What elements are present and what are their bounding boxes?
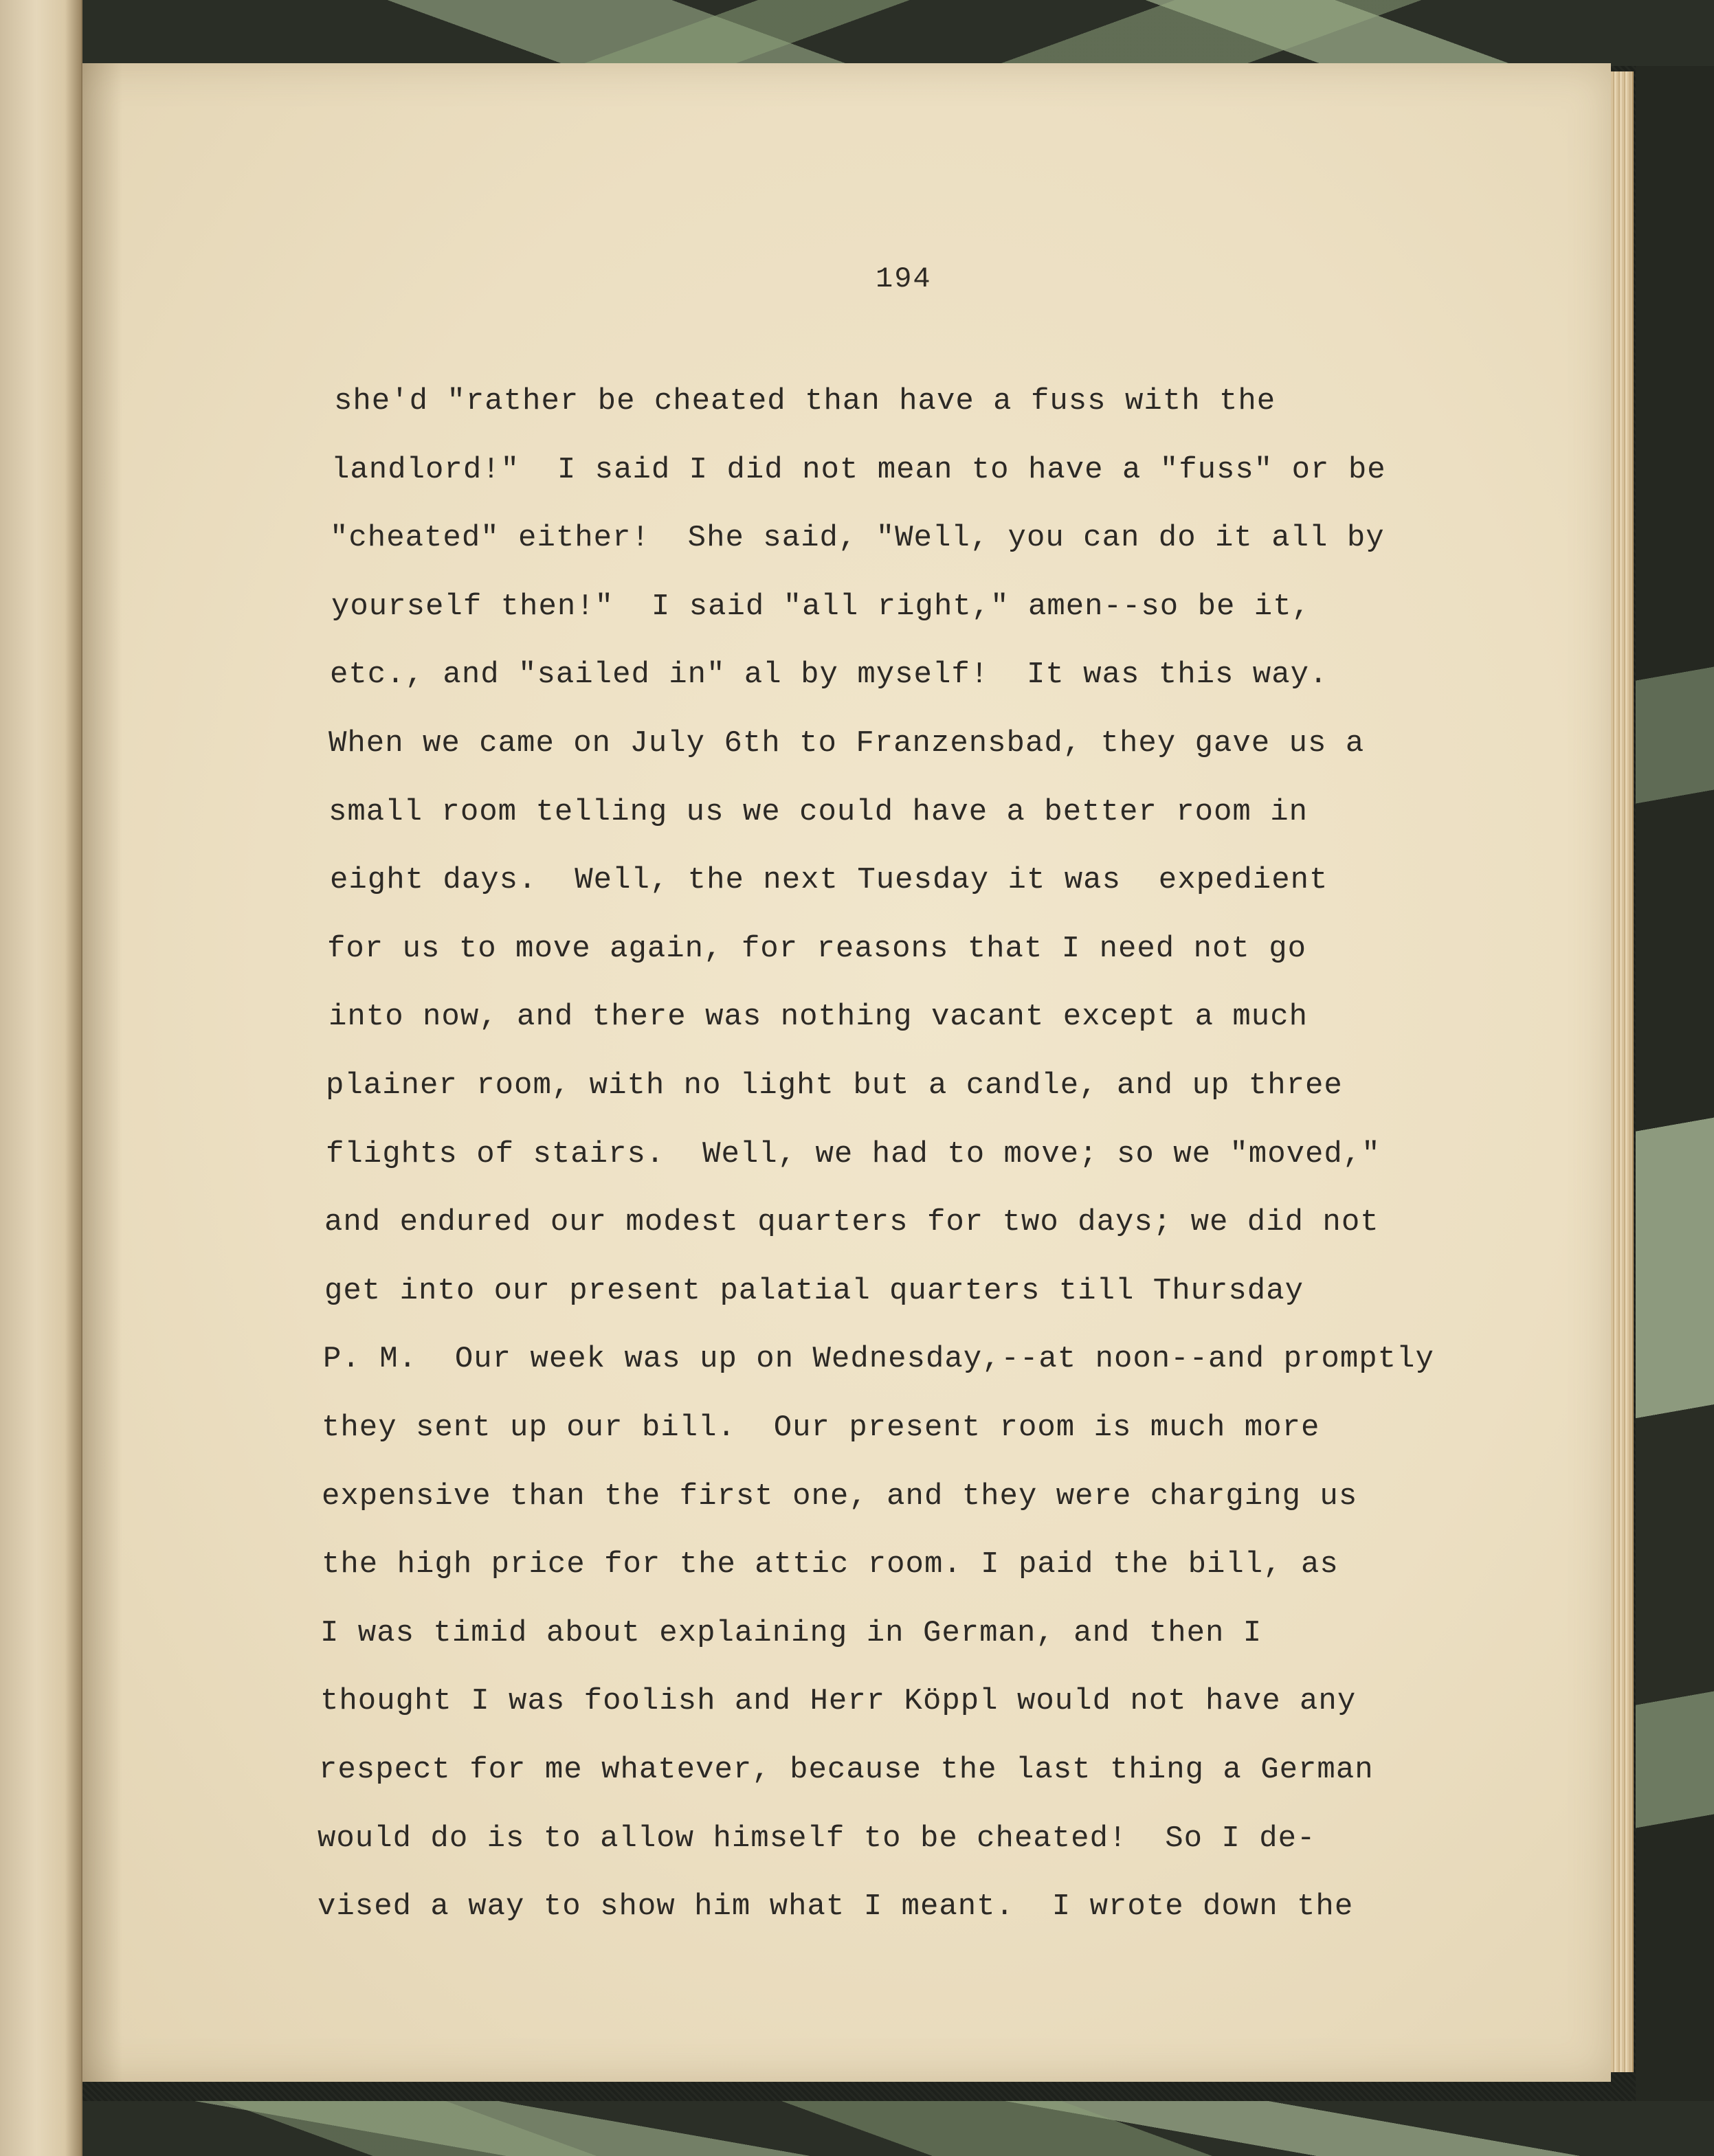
binding-right [1636, 66, 1714, 2101]
text-line: vised a way to show him what I meant. I wrote down the [318, 1889, 1354, 1924]
binding-top [0, 0, 1714, 66]
text-line: "cheated" either! She said, "Well, you can do it all by [330, 521, 1385, 556]
text-line: flights of stairs. Well, we had to move; so we "moved," [326, 1136, 1381, 1171]
book-page [74, 63, 1611, 2082]
text-line: get into our present palatial quarters till Thursday [324, 1273, 1304, 1308]
text-line: I was timid about explaining in German, and then I [320, 1615, 1262, 1650]
text-line: eight days. Well, the next Tuesday it was expedient [330, 863, 1328, 898]
text-line: expensive than the first one, and they were charging us [322, 1479, 1358, 1514]
text-line: for us to move again, for reasons that I need not go [327, 931, 1307, 966]
text-line: small room telling us we could have a better room in [329, 794, 1309, 829]
text-line: yourself then!" I said "all right," amen--so be it, [331, 589, 1311, 624]
text-line: respect for me whatever, because the last thing a German [319, 1753, 1374, 1787]
text-line: into now, and there was nothing vacant except a much [329, 1000, 1309, 1035]
text-line: plainer room, with no light but a candle, and up three [326, 1068, 1343, 1103]
text-line: When we came on July 6th to Franzensbad, they gave us a [329, 726, 1365, 761]
text-line: etc., and "sailed in" al by myself! It was this way. [330, 658, 1328, 693]
text-line: would do is to allow himself to be cheated! So I de- [318, 1821, 1316, 1856]
text-line: she'd "rather be cheated than have a fuss with the [334, 384, 1276, 418]
left-page-edge [0, 0, 82, 2156]
text-line: landlord!" I said I did not mean to have a "fuss" or be [331, 452, 1386, 487]
text-line: thought I was foolish and Herr Köppl would not have any [320, 1684, 1357, 1719]
binding-bottom [0, 2101, 1714, 2156]
text-line: P. M. Our week was up on Wednesday,--at noon--and promptly [323, 1342, 1434, 1377]
text-line: and endured our modest quarters for two days; we did not [324, 1205, 1379, 1240]
page-number: 194 [876, 262, 932, 295]
text-line: the high price for the attic room. I paid the bill, as [322, 1547, 1339, 1582]
text-line: they sent up our bill. Our present room is much more [322, 1411, 1320, 1445]
